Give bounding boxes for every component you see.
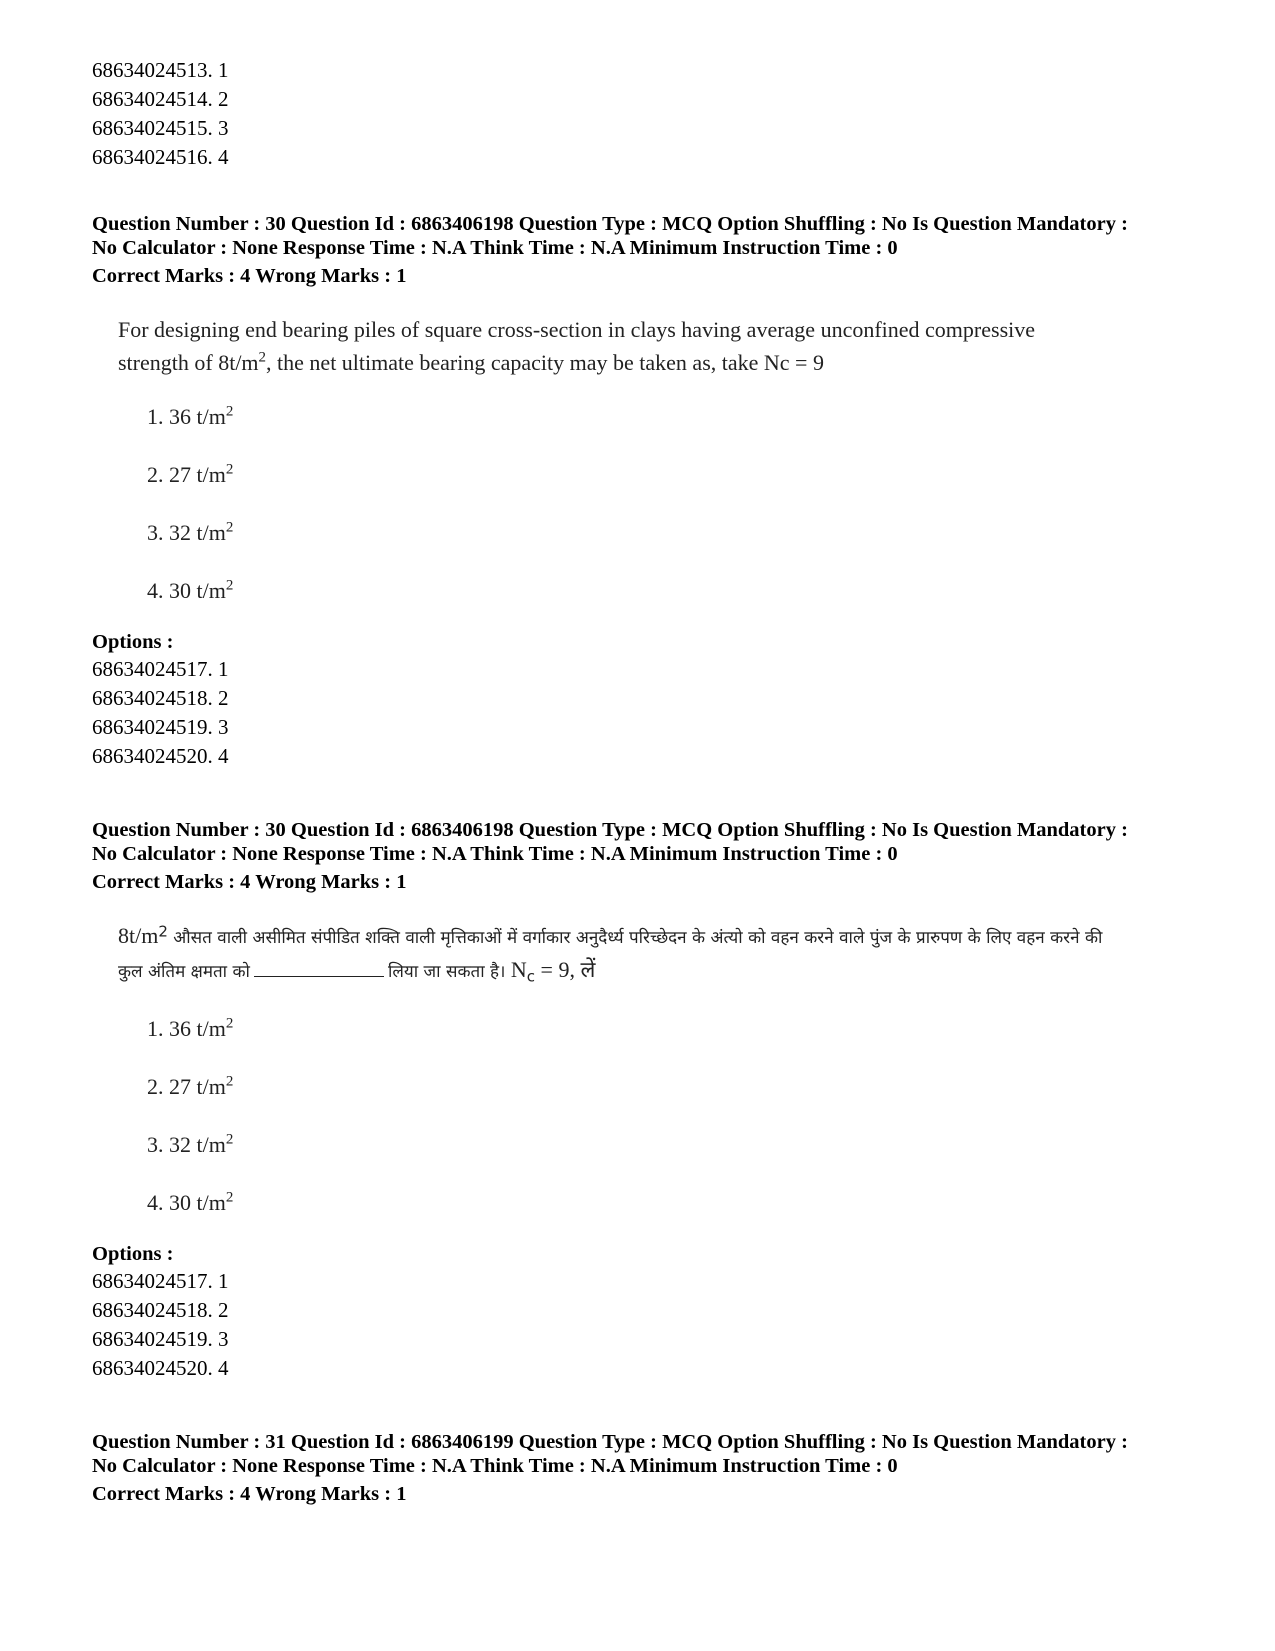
option-id: 68634024519. 3 [92,715,229,739]
answer-blank [254,960,384,977]
choice-4: 4. 30 $t/m^2$ [147,1189,234,1215]
header-line-2: No Calculator : None Response Time : N.A Think Time : N.A Minimum Instruction Time : 0 [92,1455,898,1477]
question-text-hi [118,920,1102,988]
option-list-top [92,56,229,172]
question-line-1: $8t/m^2$ औसत वाली असीमित संपीडित शक्ति वाली मृत्तिकाओं में वर्गाकार अनुदैर्ध्य परिच्छेदन के अंत्यो को वहन करने वाले पुंज के प्रारुपण के लिए वहन करने की [118,922,1103,948]
header-line-2: No Calculator : None Response Time : N.A Think Time : N.A Minimum Instruction Time : 0 [92,237,898,259]
question-line-2: कुल अंतिम क्षमता को लिया जा सकता है। $N_c = 9$, लें [118,957,596,986]
marks-line: Correct Marks : 4 Wrong Marks : 1 [92,1483,407,1505]
question-header [92,212,1128,260]
header-line-1: Question Number : 30 Question Id : 6863406198 Question Type : MCQ Option Shuffling : No Is Question Mandatory : [92,819,1128,841]
option-id: 68634024519. 3 [92,1327,229,1351]
choice-2: 2. 27 $t/m^2$ [147,461,234,487]
option-list [92,655,229,771]
question-text-en [118,313,1035,379]
header-line-1: Question Number : 31 Question Id : 6863406199 Question Type : MCQ Option Shuffling : No Is Question Mandatory : [92,1431,1128,1453]
choice-1: 1. 36 $t/m^2$ [147,1015,234,1041]
option-id: 68634024517. 1 [92,1269,229,1293]
option-id: 68634024515. 3 [92,116,229,140]
option-id: 68634024520. 4 [92,744,229,768]
option-list [92,1267,229,1383]
choice-3: 3. 32 $t/m^2$ [147,519,234,545]
header-line-2: No Calculator : None Response Time : N.A Think Time : N.A Minimum Instruction Time : 0 [92,843,898,865]
option-id: 68634024520. 4 [92,1356,229,1380]
option-id: 68634024513. 1 [92,58,229,82]
marks-line: Correct Marks : 4 Wrong Marks : 1 [92,871,407,893]
choice-1: 1. 36 $t/m^2$ [147,403,234,429]
options-label: Options : [92,631,174,653]
question-line-1: For designing end bearing piles of square cross-section in clays having average unconfined compressive [118,317,1036,342]
option-id: 68634024514. 2 [92,87,229,111]
marks-line: Correct Marks : 4 Wrong Marks : 1 [92,265,407,287]
choice-4: 4. 30 $t/m^2$ [147,577,234,603]
question-header [92,1430,1128,1478]
header-line-1: Question Number : 30 Question Id : 6863406198 Question Type : MCQ Option Shuffling : No Is Question Mandatory : [92,213,1128,235]
question-header [92,818,1128,866]
option-id: 68634024516. 4 [92,145,229,169]
question-line-2: strength of $8t/m^2$, the net ultimate bearing capacity may be taken as, take Nc = 9 [118,349,824,375]
choice-3: 3. 32 $t/m^2$ [147,1131,234,1157]
option-id: 68634024518. 2 [92,686,229,710]
option-id: 68634024517. 1 [92,657,229,681]
options-label: Options : [92,1243,174,1265]
choice-2: 2. 27 $t/m^2$ [147,1073,234,1099]
option-id: 68634024518. 2 [92,1298,229,1322]
